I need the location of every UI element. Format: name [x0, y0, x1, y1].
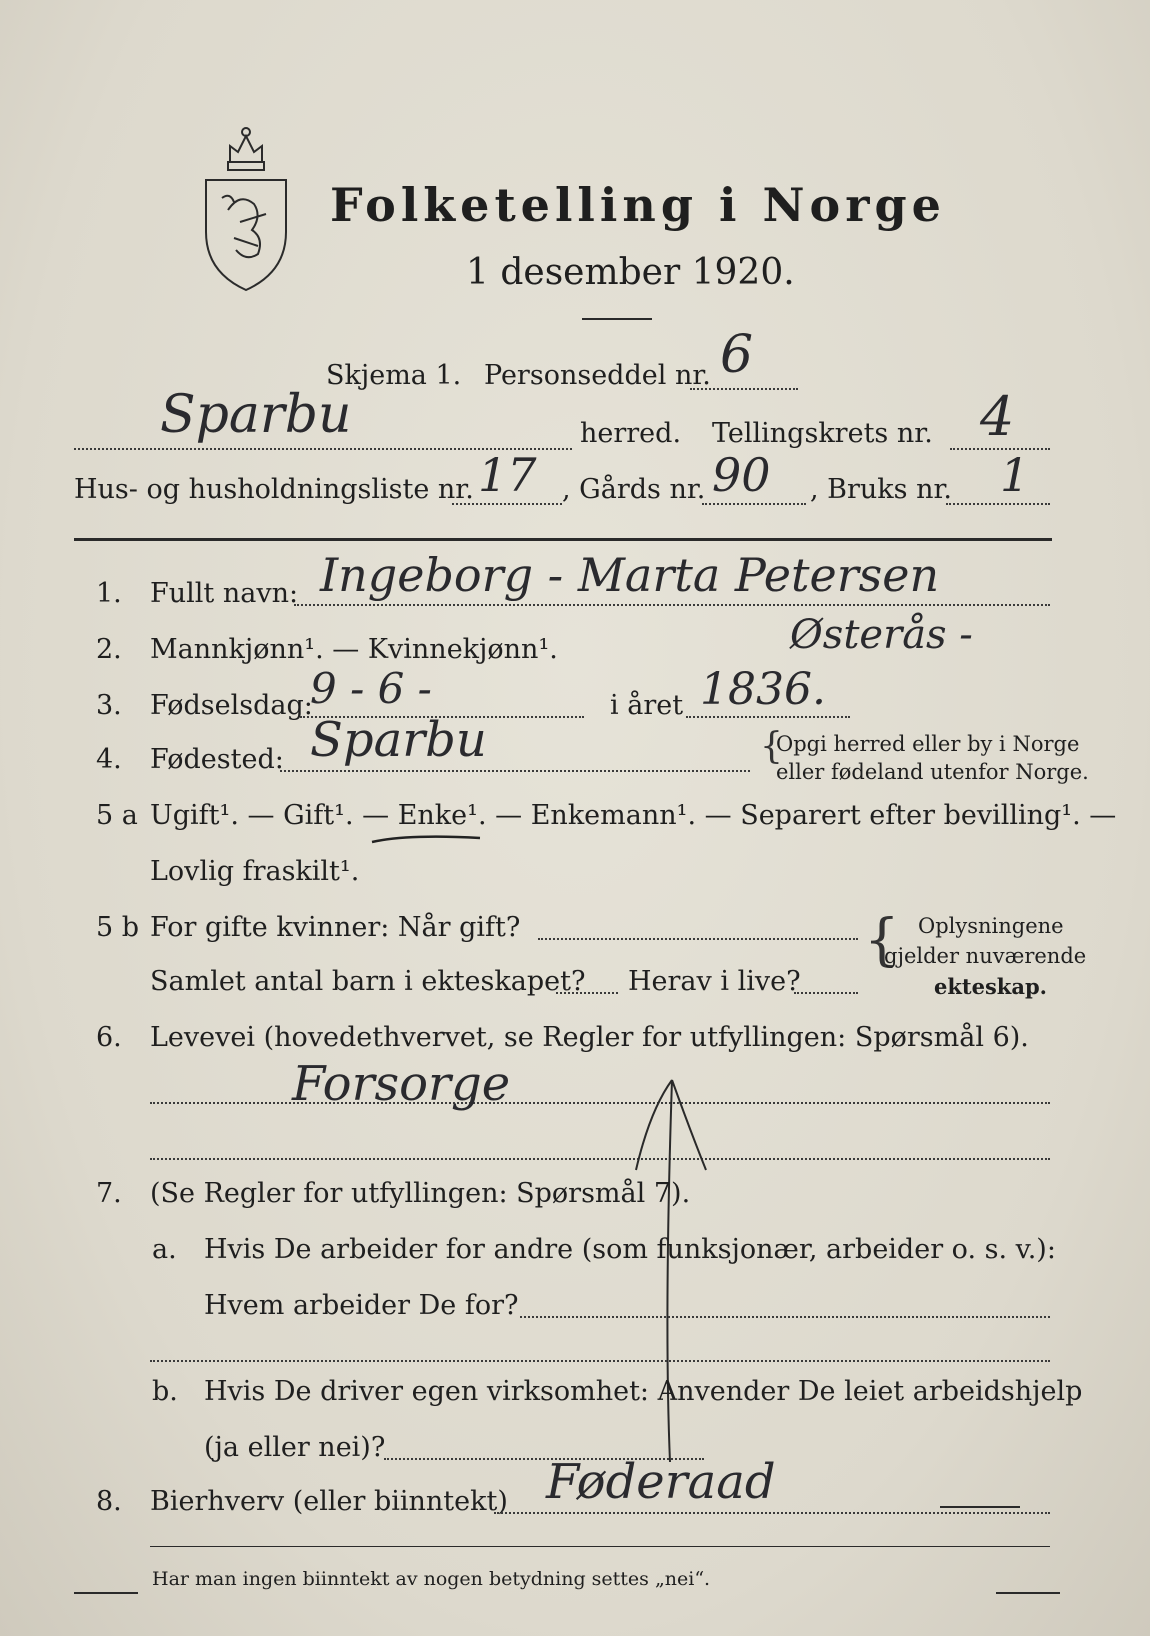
marriage-note-1: Oplysningene	[918, 914, 1064, 938]
q3-label: Fødselsdag:	[150, 690, 313, 721]
bruks-label: , Bruks nr.	[810, 474, 953, 505]
personseddel-label: Personseddel nr.	[484, 360, 711, 391]
q1-label: Fullt navn:	[150, 578, 299, 609]
q7a-label-2: Hvem arbeider De for?	[204, 1290, 519, 1321]
full-name-value: Ingeborg - Marta Petersen	[320, 548, 940, 602]
tellingskrets-label: Tellingskrets nr.	[712, 418, 933, 449]
side-income-value: Føderaad	[546, 1454, 776, 1510]
q5a-number: 5 a	[96, 800, 138, 831]
enke-underline	[368, 828, 488, 848]
q5a-label-2: Lovlig fraskilt¹.	[150, 856, 360, 887]
herred-label: herred.	[580, 418, 682, 449]
title-divider	[582, 318, 652, 320]
footer-note: Har man ingen biinntekt av nogen betydning settes „nei“.	[152, 1568, 711, 1590]
marriage-note-3: ekteskap.	[934, 974, 1047, 999]
q2-label: Mannkjønn¹. — Kvinnekjønn¹.	[150, 634, 558, 665]
q5b-number: 5 b	[96, 912, 140, 943]
birthplace-value: Sparbu	[310, 712, 487, 768]
footer-rule	[150, 1546, 1050, 1547]
coat-of-arms-icon	[200, 122, 292, 292]
header-rule	[74, 538, 1052, 541]
herred-value: Sparbu	[160, 385, 352, 445]
tellingskrets-value: 4	[980, 385, 1015, 448]
q5b-label: For gifte kvinner: Når gift?	[150, 912, 521, 943]
q2-number: 2.	[96, 634, 122, 665]
q5b-label-3: Herav i live?	[628, 966, 801, 997]
birthplace-note-1: Opgi herred eller by i Norge	[776, 732, 1080, 756]
arrow-annotation	[630, 1070, 720, 1470]
year-label: i året	[610, 690, 684, 721]
q7b-label: Hvis De driver egen virksomhet: Anvender De leiet arbeidshjelp	[204, 1376, 1083, 1407]
q8-number: 8.	[96, 1486, 122, 1517]
q7b-letter: b.	[152, 1376, 178, 1407]
census-date: 1 desember 1920.	[466, 252, 795, 293]
q8-label: Bierhverv (eller biinntekt)	[150, 1486, 508, 1517]
marriage-note-2: gjelder nuværende	[884, 944, 1087, 968]
q6-label: Levevei (hovedethvervet, se Regler for utfyllingen: Spørsmål 6).	[150, 1022, 1029, 1053]
occupation-value: Forsorge	[292, 1056, 511, 1112]
q7a-letter: a.	[152, 1234, 177, 1265]
q4-number: 4.	[96, 744, 122, 775]
q7-number: 7.	[96, 1178, 122, 1209]
q1-number: 1.	[96, 578, 122, 609]
birth-year-value: 1836.	[700, 664, 826, 715]
husliste-value: 17	[478, 448, 537, 502]
full-name-extra: Østerås -	[790, 612, 973, 658]
birthplace-note-2: eller fødeland utenfor Norge.	[776, 760, 1089, 784]
form-title: Folketelling i Norge	[330, 178, 946, 232]
q7b-label-2: (ja eller nei)?	[204, 1432, 386, 1463]
q4-label: Fødested:	[150, 744, 284, 775]
q7-label: (Se Regler for utfyllingen: Spørsmål 7).	[150, 1178, 691, 1209]
bruks-value: 1	[1000, 448, 1030, 502]
q3-number: 3.	[96, 690, 122, 721]
skjema-label: Skjema 1.	[326, 360, 462, 391]
q5b-label-2: Samlet antal barn i ekteskapet?	[150, 966, 586, 997]
husliste-label: Hus- og husholdningsliste nr.	[74, 474, 474, 505]
q5a-label: Ugift¹. — Gift¹. — Enke¹. — Enkemann¹. — Separert efter bevilling¹. —	[150, 800, 1117, 831]
birthdate-value: 9 - 6 -	[310, 664, 432, 713]
census-form: Folketelling i Norge 1 desember 1920. Skjema 1. Personseddel nr. 6 Sparbu herred. Tellingskrets nr. 4 Hus- og husholdningsliste nr. 17 , Gårds nr. 90 , Bruks nr. 1 1. Fullt navn: Ingeborg - Marta Petersen Østerås - 2. Mannkjønn¹. — Kvinnekjønn¹. 3. Fødselsdag: 9 - 6 - i året 1836. 4. Fødested: Sparbu { Opgi herred eller by i Norge eller fødeland utenfor Norge. 5 a Ugift¹. — Gift¹. — Enke¹. — Enkemann¹. — Separert efter bevilling¹. — Lovlig fraskilt¹. 5 b For gifte kvinner: Når gift? Samlet antal barn i ekteskapet? Herav i live? { Oplysningene gjelder nuværende ekteskap. 6. Levevei (hovedethvervet, se Regler for utfyllingen: Spørsmål 6). Forsorge 7. (Se Regler for utfyllingen: Spørsmål 7). a. Hvis De arbeider for andre (som funksjonær, arbeider o. s. v.): Hvem arbeider De for? b. Hvis De driver egen virksomhet: Anvender De leiet arbeidshjelp (ja eller nei)? 8. Bierhverv (eller biinntekt) Føderaad Har man ingen biinntekt av nogen betydning settes „nei“.	[0, 0, 1150, 1636]
personseddel-value: 6	[720, 325, 754, 385]
q6-number: 6.	[96, 1022, 122, 1053]
q7a-label: Hvis De arbeider for andre (som funksjonær, arbeider o. s. v.):	[204, 1234, 1056, 1265]
gards-label: , Gårds nr.	[562, 474, 706, 505]
gards-value: 90	[712, 448, 771, 502]
